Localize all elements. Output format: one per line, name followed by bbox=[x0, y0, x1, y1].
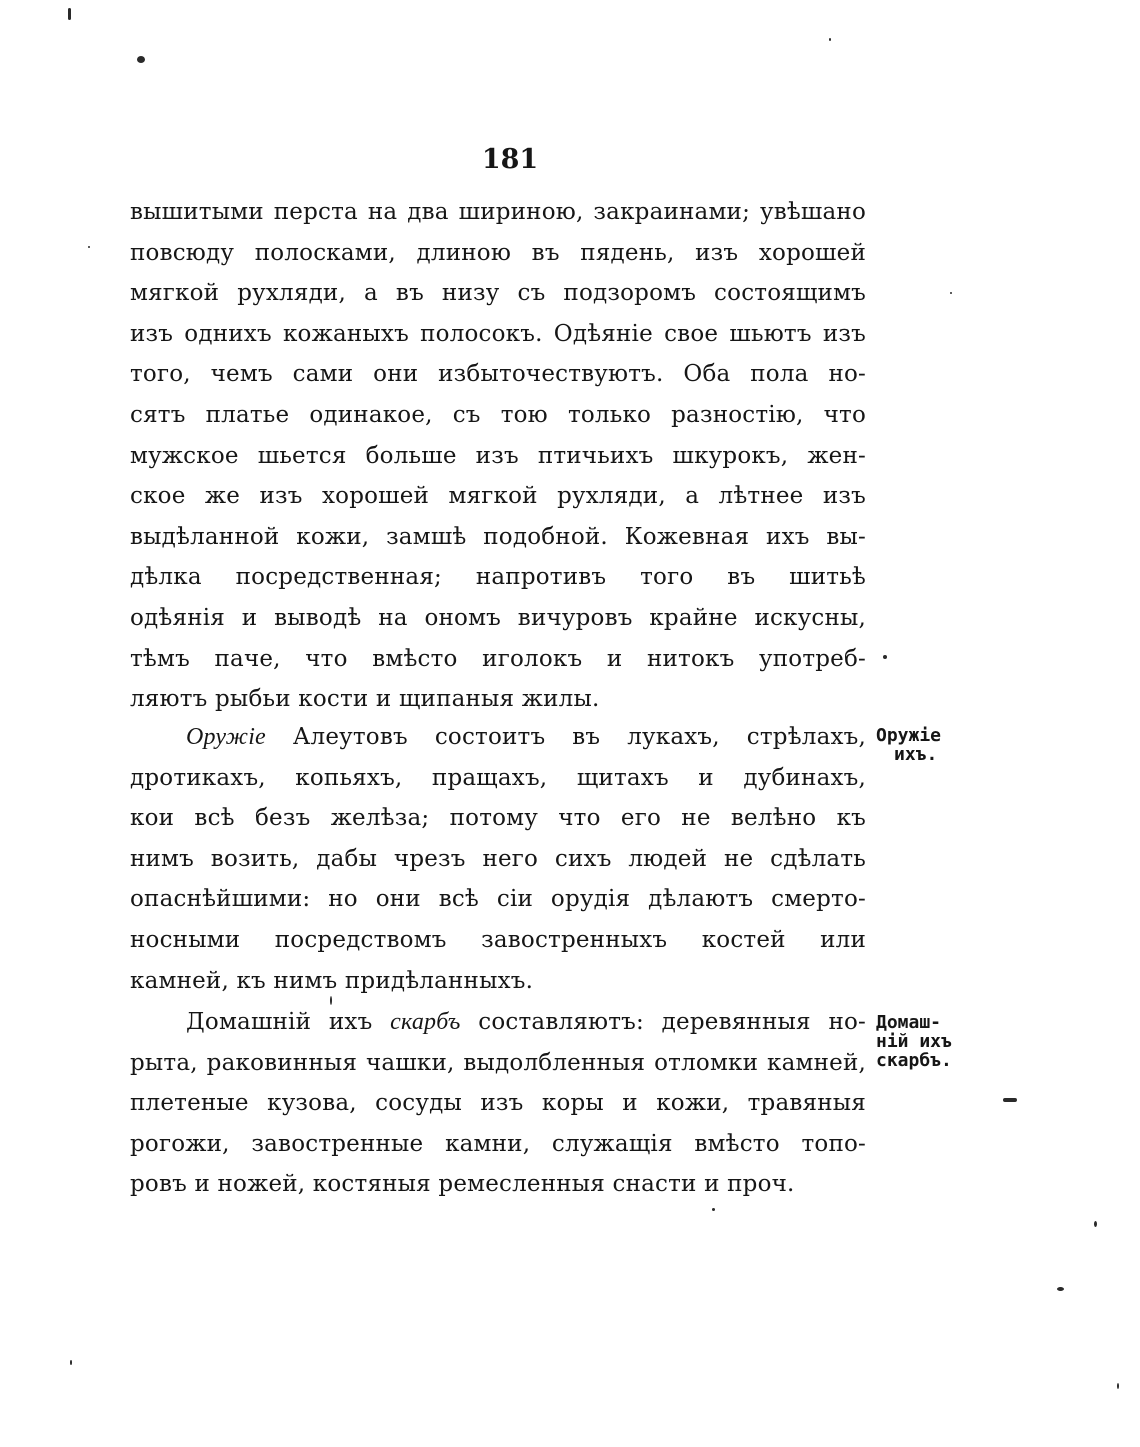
paragraph-clothing bbox=[130, 192, 866, 720]
text-line: изъ однихъ кожаныхъ полосокъ. Одѣяніе свое шьютъ изъ bbox=[130, 320, 866, 347]
text-line-first bbox=[130, 1002, 866, 1043]
text-line: плетеные кузова, сосуды изъ коры и кожи, травяныя bbox=[130, 1090, 866, 1117]
text-line: вышитыми перста на два шириною, закраинами; увѣшано bbox=[130, 199, 866, 225]
text-line: выдѣланной кожи, замшѣ подобной. Кожевная ихъ вы- bbox=[130, 523, 866, 550]
scan-speck bbox=[70, 1360, 72, 1365]
scan-speck bbox=[137, 56, 145, 63]
text-line: рытa, раковинныя чашки, выдолбленныя отломки камней, bbox=[130, 1049, 866, 1076]
text-line: тѣмъ паче, что вмѣсто иголокъ и нитокъ употреб- bbox=[130, 645, 866, 672]
text-line: ское же изъ хорошей мягкой рухляди, а лѣтнее изъ bbox=[130, 483, 866, 510]
scan-speck bbox=[68, 8, 71, 20]
text-line: мужское шьется больше изъ птичьихъ шкурокъ, жен- bbox=[130, 442, 866, 469]
scan-speck bbox=[1094, 1221, 1097, 1227]
scan-speck bbox=[712, 1208, 715, 1211]
text-line: ляютъ рыбьи кости и щипаныя жилы. bbox=[130, 686, 600, 713]
text-line: камней, къ нимъ придѣланныхъ. bbox=[130, 967, 534, 994]
scan-speck bbox=[1117, 1383, 1119, 1389]
text-line: носными посредствомъ завостренныхъ костей или bbox=[130, 926, 866, 953]
text-line: кои всѣ безъ желѣза; потому что его не велѣно къ bbox=[130, 805, 866, 832]
page-number: 181 bbox=[481, 144, 539, 175]
scan-speck bbox=[883, 655, 887, 659]
scan-speck bbox=[829, 38, 831, 41]
margin-note-weapons bbox=[876, 726, 966, 764]
italic-word: скарбъ bbox=[390, 1009, 461, 1035]
margin-note-household bbox=[876, 1013, 966, 1070]
scan-speck bbox=[1057, 1287, 1064, 1291]
text-fragment: Алеутовъ состоитъ въ лукахъ, стрѣлахъ, bbox=[265, 724, 866, 750]
text-line: дѣлка посредственная; напротивъ того въ шитьѣ bbox=[130, 564, 866, 591]
text-line: нимъ возить, дабы чрезъ него сихъ людей не сдѣлать bbox=[130, 845, 866, 872]
text-line: рогожи, завостренные камни, служащія вмѣсто топо- bbox=[130, 1130, 866, 1157]
scan-speck bbox=[330, 996, 332, 1005]
text-fragment: Домашній ихъ bbox=[186, 1009, 391, 1035]
margin-note-line: ній ихъ bbox=[876, 1031, 952, 1052]
text-line: опаснѣйшими: но они всѣ сіи орудія дѣлаютъ смерто- bbox=[130, 886, 866, 913]
paragraph-weapons bbox=[130, 717, 866, 1001]
margin-note-line: скарбъ. bbox=[876, 1050, 952, 1071]
text-line: дротикахъ, копьяхъ, пращахъ, щитахъ и дубинахъ, bbox=[130, 764, 866, 791]
scan-speck bbox=[950, 292, 952, 294]
text-line: ровъ и ножей, костяныя ремесленныя снасти и проч. bbox=[130, 1171, 795, 1198]
text-line: того, чемъ сами они избыточествуютъ. Оба пола но- bbox=[130, 361, 866, 388]
text-fragment: составляютъ: деревянныя но- bbox=[460, 1009, 866, 1035]
text-line: одѣянія и выводѣ на ономъ вичуровъ крайне искусны, bbox=[130, 604, 866, 631]
margin-note-line: Домаш- bbox=[876, 1012, 942, 1033]
text-line: повсюду полосками, длиною въ пядень, изъ хорошей bbox=[130, 239, 866, 266]
text-line-first bbox=[130, 717, 866, 758]
paragraph-household bbox=[130, 1002, 866, 1205]
margin-note-line: Оружіе bbox=[876, 725, 942, 746]
italic-lead-word: Оружіе bbox=[186, 724, 266, 750]
text-line: мягкой рухляди, а въ низу съ подзоромъ состоящимъ bbox=[130, 280, 866, 307]
scan-speck bbox=[1003, 1098, 1017, 1102]
margin-note-line: ихъ. bbox=[894, 744, 938, 765]
text-line: сятъ платье одинакое, съ тою только разностію, что bbox=[130, 401, 866, 428]
scan-speck bbox=[88, 246, 90, 248]
